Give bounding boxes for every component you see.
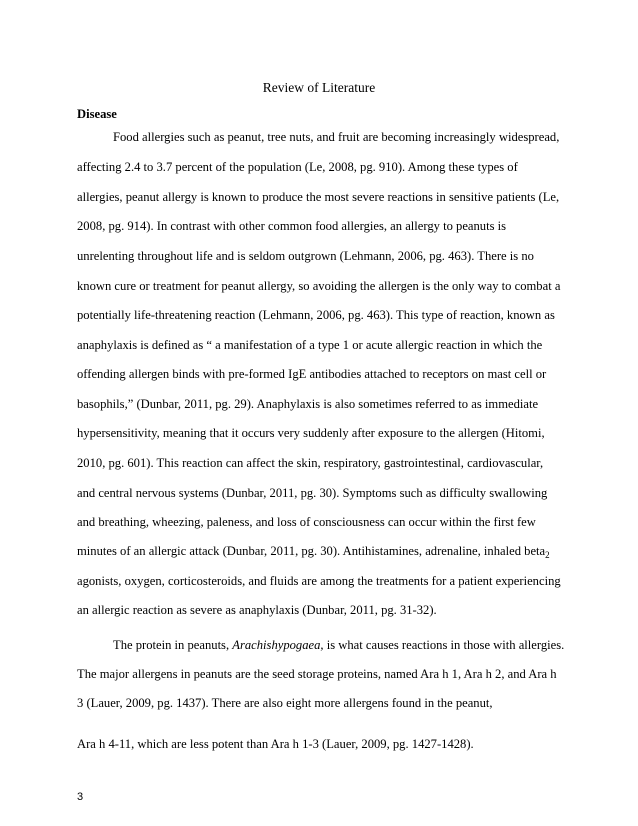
paragraph-line	[77, 543, 550, 559]
section-heading: Disease	[77, 107, 117, 121]
paragraph-line: agonists, oxygen, corticosteroids, and fluids are among the treatments for a patient experiencing	[77, 574, 561, 588]
paragraph-line: offending allergen binds with pre-formed IgE antibodies attached to receptors on mast cell or	[77, 367, 547, 381]
paragraph-line: and central nervous systems (Dunbar, 2011, pg. 30). Symptoms such as difficulty swallowing	[77, 486, 548, 500]
line-text: The protein in peanuts,	[113, 638, 233, 652]
paragraph-line: Ara h 4-11, which are less potent than Ara h 1-3 (Lauer, 2009, pg. 1427-1428).	[77, 737, 474, 751]
paragraph-line: an allergic reaction as severe as anaphylaxis (Dunbar, 2011, pg. 31-32).	[77, 603, 437, 617]
paragraph-line: unrelenting throughout life and is seldom outgrown (Lehmann, 2006, pg. 463). There is no	[77, 249, 534, 263]
paragraph-line: 2008, pg. 914). In contrast with other common food allergies, an allergy to peanuts is	[77, 219, 507, 233]
paragraph-line	[113, 637, 564, 653]
paragraph-line: The major allergens in peanuts are the seed storage proteins, named Ara h 1, Ara h 2, and Ara h	[77, 667, 557, 681]
page-title: Review of Literature	[262, 80, 376, 95]
paragraph-line: affecting 2.4 to 3.7 percent of the population (Le, 2008, pg. 910). Among these types of	[77, 160, 518, 174]
paragraph-line: anaphylaxis is defined as “ a manifestation of a type 1 or acute allergic reaction in which the	[77, 338, 543, 352]
paragraph-line: basophils,” (Dunbar, 2011, pg. 29). Anaphylaxis is also sometimes referred to as immediate	[77, 397, 539, 411]
line-text: minutes of an allergic attack (Dunbar, 2011, pg. 30). Antihistamines, adrenaline, inhaled beta	[77, 544, 546, 558]
paragraph-line: potentially life-threatening reaction (Lehmann, 2006, pg. 463). This type of reaction, known as	[77, 308, 555, 322]
paragraph-line: and breathing, wheezing, paleness, and loss of consciousness can occur within the first few	[77, 515, 536, 529]
subscript: 2	[545, 550, 550, 560]
page-number: 3	[77, 791, 84, 803]
paragraph-line: Food allergies such as peanut, tree nuts, and fruit are becoming increasingly widespread,	[113, 130, 560, 144]
paragraph-line: allergies, peanut allergy is known to produce the most severe reactions in sensitive patients (Le,	[77, 190, 560, 204]
paragraph-line: 3 (Lauer, 2009, pg. 1437). There are also eight more allergens found in the peanut,	[77, 696, 493, 710]
paragraph-line: 2010, pg. 601). This reaction can affect the skin, respiratory, gastrointestinal, cardiovascular,	[77, 456, 544, 470]
paragraph-line: hypersensitivity, meaning that it occurs very suddenly after exposure to the allergen (Hitomi,	[77, 426, 545, 440]
species-name: Arachishypogaea,	[232, 638, 324, 652]
line-text: is what causes reactions in those with allergies.	[323, 638, 565, 652]
paragraph-line: known cure or treatment for peanut allergy, so avoiding the allergen is the only way to combat a	[77, 279, 561, 293]
